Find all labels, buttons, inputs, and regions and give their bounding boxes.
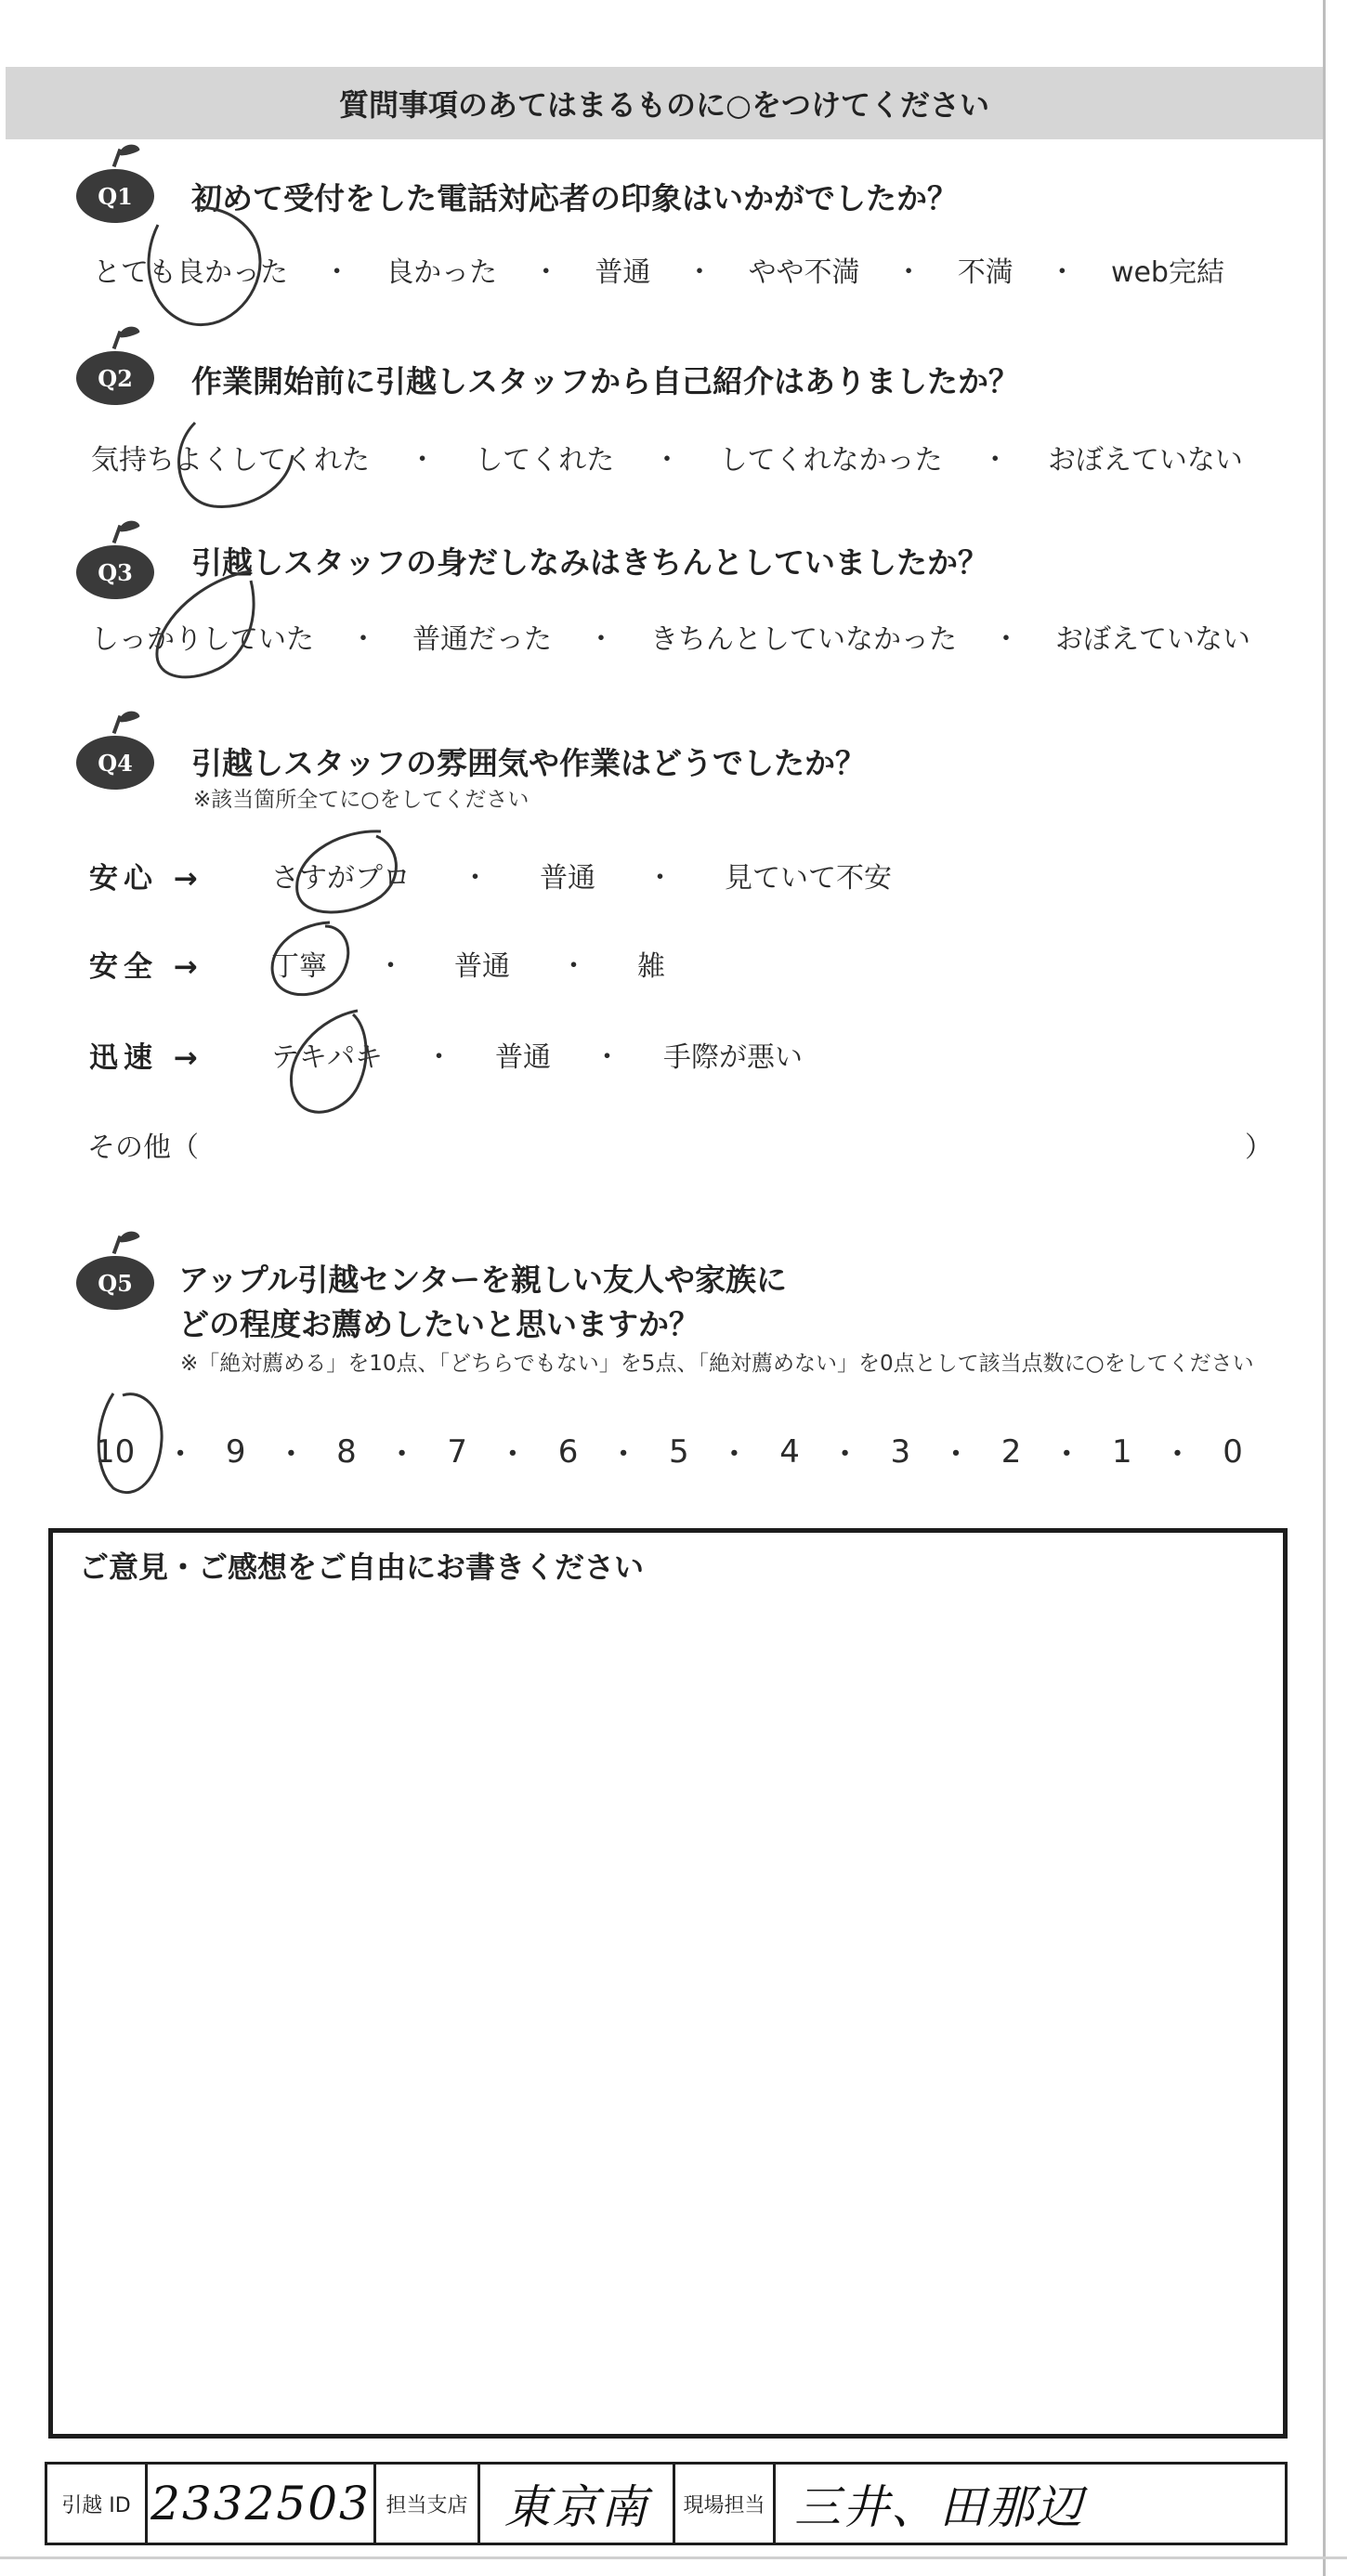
footer-info-table	[45, 2462, 1288, 2545]
q5-badge: Q5	[76, 1256, 154, 1310]
comment-box[interactable]	[48, 1528, 1288, 2439]
separator: ・	[275, 1436, 307, 1473]
q4-row-label-anshin: 安心 →	[89, 862, 203, 896]
leaf-icon	[118, 324, 140, 338]
separator: ・	[496, 1436, 529, 1473]
separator: ・	[829, 1436, 861, 1473]
staff-value: 三井、田那辺	[794, 2480, 1084, 2534]
q4-other-field[interactable]	[210, 1124, 1232, 1161]
q4-row1-option-1[interactable]: さすがプロ	[271, 862, 411, 895]
footer-branch-label-cell	[376, 2465, 480, 2543]
separator: ・	[531, 256, 560, 289]
q5-note: ※「絶対薦める」を10点、「どちらでもない」を5点、「絶対薦めない」を0点として該当点数に○をしてください	[180, 1352, 1254, 1376]
separator: ・	[593, 1041, 621, 1074]
score-2[interactable]: 2	[1000, 1432, 1022, 1471]
q4-badge: Q4	[76, 736, 154, 790]
q1-option-6[interactable]: web完結	[1110, 256, 1224, 289]
score-4[interactable]: 4	[779, 1432, 800, 1471]
page-edge-right	[1323, 0, 1326, 2576]
q3-option-4[interactable]: おぼえていない	[1055, 623, 1250, 656]
q1-option-1[interactable]: とても良かった	[93, 256, 288, 289]
separator: ・	[718, 1436, 751, 1473]
q4-row-anzen-options	[271, 943, 665, 984]
score-6[interactable]: 6	[557, 1432, 579, 1471]
footer-id-value-cell	[148, 2465, 376, 2543]
separator: ・	[1048, 256, 1077, 289]
q2-option-2[interactable]: してくれた	[475, 444, 615, 477]
q2-options	[91, 437, 1243, 477]
instructions-header	[6, 67, 1323, 139]
q4-row3-option-2[interactable]: 普通	[495, 1041, 551, 1074]
separator: ・	[652, 444, 681, 477]
q5-question-line2: どの程度お薦めしたいと思いますか？	[178, 1306, 700, 1342]
leaf-icon	[118, 709, 140, 723]
moving-id-label: 引越 ID	[61, 2493, 131, 2517]
separator: ・	[349, 623, 377, 656]
footer-staff-label-cell	[675, 2465, 776, 2543]
separator: ・	[559, 950, 588, 983]
separator: ・	[408, 444, 437, 477]
q2-option-1[interactable]: 気持ちよくしてくれた	[91, 444, 370, 477]
q4-row-anshin-options	[271, 855, 892, 896]
q5-score-scale	[95, 1429, 1243, 1474]
q1-badge: Q1	[76, 169, 154, 223]
footer-branch-value-cell	[480, 2465, 675, 2543]
q2-option-3[interactable]: してくれなかった	[719, 444, 943, 477]
separator: ・	[646, 862, 674, 895]
separator: ・	[1051, 1436, 1083, 1473]
separator: ・	[164, 1436, 197, 1473]
instructions-title: 質問事項のあてはまるものに○をつけてください	[339, 87, 989, 123]
separator: ・	[425, 1041, 453, 1074]
separator: ・	[992, 623, 1020, 656]
separator: ・	[386, 1436, 418, 1473]
separator: ・	[608, 1436, 640, 1473]
leaf-icon	[118, 142, 140, 156]
q4-row1-option-2[interactable]: 普通	[540, 862, 595, 895]
q4-row-jinsoku-options	[271, 1034, 803, 1075]
separator: ・	[587, 623, 615, 656]
q1-option-2[interactable]: 良かった	[386, 256, 498, 289]
score-5[interactable]: 5	[668, 1432, 689, 1471]
q4-other-close: ）	[1245, 1131, 1273, 1164]
q4-note: ※該当箇所全てに○をしてください	[193, 788, 530, 812]
score-10[interactable]: 10	[95, 1432, 136, 1471]
score-9[interactable]: 9	[225, 1432, 246, 1471]
leaf-icon	[118, 1229, 140, 1243]
q1-options	[93, 249, 1224, 290]
score-7[interactable]: 7	[447, 1432, 468, 1471]
q4-row2-option-3[interactable]: 雑	[637, 950, 665, 983]
q4-row3-option-1[interactable]: テキパキ	[271, 1041, 383, 1074]
q3-option-2[interactable]: 普通だった	[412, 623, 552, 656]
q3-option-3[interactable]: きちんとしていなかった	[650, 623, 957, 656]
separator: ・	[981, 444, 1010, 477]
q2-badge: Q2	[76, 351, 154, 405]
q4-row2-option-2[interactable]: 普通	[454, 950, 510, 983]
score-1[interactable]: 1	[1112, 1432, 1132, 1471]
leaf-icon	[118, 518, 140, 532]
score-0[interactable]: 0	[1223, 1432, 1243, 1471]
comment-text[interactable]	[79, 1607, 1249, 2406]
separator: ・	[376, 950, 405, 983]
branch-label: 担当支店	[386, 2493, 468, 2517]
q4-other-label: その他（	[87, 1131, 199, 1164]
separator: ・	[322, 256, 351, 289]
q3-badge: Q3	[76, 545, 154, 599]
separator: ・	[895, 256, 923, 289]
q4-row1-option-3[interactable]: 見ていて不安	[725, 862, 892, 895]
separator: ・	[939, 1436, 972, 1473]
score-8[interactable]: 8	[336, 1432, 357, 1471]
score-3[interactable]: 3	[890, 1432, 911, 1471]
q3-options	[91, 616, 1250, 657]
q4-row-label-jinsoku: 迅速 →	[89, 1041, 203, 1075]
staff-label: 現場担当	[683, 2493, 765, 2517]
q1-option-3[interactable]: 普通	[595, 256, 651, 289]
q4-row-label-anzen: 安全 →	[89, 950, 203, 984]
q4-row3-option-3[interactable]: 手際が悪い	[663, 1041, 803, 1074]
q3-question: 引越しスタッフの身だしなみはきちんとしていましたか？	[191, 544, 988, 581]
separator: ・	[1161, 1436, 1194, 1473]
q3-option-1[interactable]: しっかりしていた	[91, 623, 314, 656]
q1-option-4[interactable]: やや不満	[748, 256, 860, 289]
separator: ・	[685, 256, 713, 289]
separator: ・	[461, 862, 490, 895]
footer-id-label-cell	[47, 2465, 148, 2543]
q1-question: 初めて受付をした電話対応者の印象はいかがでしたか？	[191, 180, 958, 216]
q2-question: 作業開始前に引越しスタッフから自己紹介はありましたか？	[191, 363, 1019, 399]
q4-row2-option-1[interactable]: 丁寧	[271, 950, 327, 983]
comment-title: ご意見・ご感想をご自由にお書きください	[79, 1550, 645, 1585]
moving-id-value: 2332503	[150, 2477, 371, 2530]
page-edge-bottom	[0, 2556, 1347, 2559]
q2-option-4[interactable]: おぼえていない	[1047, 444, 1243, 477]
q5-question-line1: アップル引越センターを親しい友人や家族に	[178, 1262, 788, 1298]
footer-staff-value-cell	[776, 2465, 1279, 2543]
q1-option-5[interactable]: 不満	[957, 256, 1014, 289]
branch-value: 東京南	[503, 2480, 649, 2534]
q4-question: 引越しスタッフの雰囲気や作業はどうでしたか？	[191, 745, 866, 781]
